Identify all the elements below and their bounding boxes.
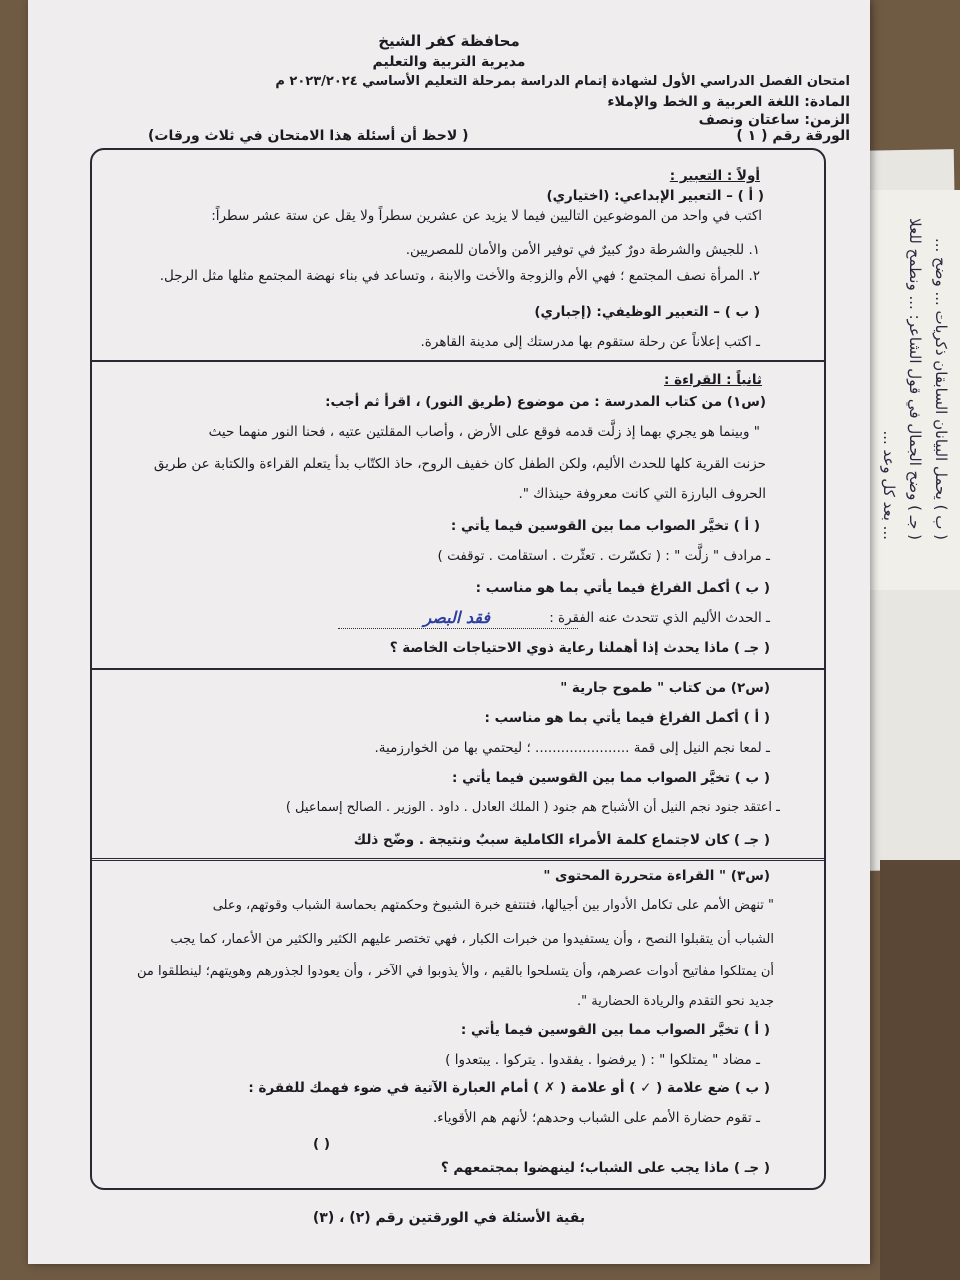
governorate: محافظة كفر الشيخ xyxy=(378,32,520,50)
divider-2 xyxy=(90,668,826,670)
q2-b1: ـ اعتقد جنود نجم النيل أن الأشباح هم جنود ( الملك العادل . داود . الوزير . الصالح إسماعيل ) xyxy=(285,800,780,815)
divider-3 xyxy=(90,858,826,861)
q1-b: ( ب ) أكمل الفراغ فيما يأتي بما هو مناسب : xyxy=(475,580,770,596)
q3-title: (س٣) " القراءة متحررة المحتوى " xyxy=(543,868,770,884)
q3-a1: ـ مضاد " يمتلكوا " : ( يرفضوا . يفقدوا . يتركوا . يبتعدوا ) xyxy=(445,1052,760,1068)
section1-a-instruction: اكتب في واحد من الموضوعين التاليين فيما لا يزيد عن عشرين سطراً ولا يقل عن ستة عشر سطراً: xyxy=(211,208,762,224)
q2-a: ( أ ) أكمل الفراغ فيما يأتي بما هو مناسب : xyxy=(484,710,770,726)
side-line-2: ( جـ ) وضح الجمال في قول الشاعر: ... ونطمح للعلا xyxy=(906,218,924,540)
time: الزمن: ساعتان ونصف xyxy=(698,112,850,128)
exam-title: امتحان الفصل الدراسي الأول لشهادة إتمام الدراسة بمرحلة التعليم الأساسي ٢٠٢٣/٢٠٢٤ م xyxy=(275,74,850,89)
q3-paragraph-1: " تنهض الأمم على تكامل الأدوار بين أجيالها، فتنتفع خبرة الشيوخ وحكمتهم بحماسة الشباب وقوتهم، وعلى xyxy=(212,898,774,913)
q1-a1: ـ مرادف " زلَّت " : ( تكسّرت . تعثّرت . استقامت . توقفت ) xyxy=(437,548,770,564)
q1-paragraph-3: الحروف البارزة التي كانت معروفة حينذاك ". xyxy=(518,486,766,502)
q3-b: ( ب ) ضع علامة ( ✓ ) أو علامة ( ✗ ) أمام العبارة الآتية في ضوء فهمك للفقرة : xyxy=(248,1080,770,1096)
q3-b1: ـ تقوم حضارة الأمم على الشباب وحدهم؛ لأنهم هم الأقوياء. xyxy=(433,1110,760,1126)
section1-title: أولاً : التعبير : xyxy=(669,168,760,184)
q1-b1-handwritten-answer: فقد البصر xyxy=(423,608,490,627)
section1-a-title: ( أ ) – التعبير الإبداعي: (اختياري) xyxy=(546,188,764,204)
exam-note: ( لاحظ أن أسئلة هذا الامتحان في ثلاث ورقات) xyxy=(148,128,469,144)
q3-paragraph-2: الشباب أن يتقبلوا النصح ، وأن يستفيدوا من خبرات الكبار ، فهي تختصر عليهم الكثير والكثير من الأعمار، كما يجب xyxy=(170,932,774,947)
q3-c: ( جـ ) ماذا يجب على الشباب؛ لينهضوا بمجتمعهم ؟ xyxy=(440,1160,770,1176)
background-dark xyxy=(880,860,960,1280)
q2-a1: ـ لمعا نجم النيل إلى قمة ...................... ؛ ليحتمي بها من الخوارزمية. xyxy=(374,740,770,756)
topic-1: ١. للجيش والشرطة دورٌ كبيرٌ في توفير الأمن والأمان للمصريين. xyxy=(405,242,760,258)
q3-paragraph-4: جديد نحو التقدم والريادة الحضارية ". xyxy=(576,994,774,1009)
footer-note: بقية الأسئلة في الورقتين رقم (٢) ، (٣) xyxy=(312,1210,586,1226)
q1-c: ( جـ ) ماذا يحدث إذا أهملنا رعاية ذوي الاحتياجات الخاصة ؟ xyxy=(389,640,770,656)
q3-a: ( أ ) تخيَّر الصواب مما بين القوسين فيما يأتي : xyxy=(460,1022,770,1038)
q1-title: (س١) من كتاب المدرسة : من موضوع (طريق النور) ، اقرأ ثم أجب: xyxy=(325,394,766,410)
q3-b1-answer-box: ( ) xyxy=(312,1136,330,1152)
side-line-3: ... بعد كل وعد ... xyxy=(880,430,898,540)
section2-title: ثانياً : القراءة : xyxy=(664,372,762,388)
side-exam-sheet xyxy=(862,190,960,590)
q1-paragraph-2: حزنت القرية كلها للحدث الأليم، ولكن الطفل كان خفيف الروح، حاذ الكتّاب بدأ يتعلم القراءة والكتابة عن طريق xyxy=(153,456,766,472)
sheet-number: الورقة رقم ( ١ ) xyxy=(736,128,850,144)
q1-b1: ـ الحدث الأليم الذي تتحدث عنه الفقرة : xyxy=(549,610,770,626)
q1-a: ( أ ) تخيَّر الصواب مما بين القوسين فيما يأتي : xyxy=(450,518,760,534)
divider-1 xyxy=(90,360,826,362)
section1-b-task: ـ اكتب إعلاناً عن رحلة ستقوم بها مدرستك إلى مدينة القاهرة. xyxy=(420,334,760,350)
subject: المادة: اللغة العربية و الخط والإملاء xyxy=(607,94,850,110)
q3-paragraph-3: أن يمتلكوا مفاتيح أدوات عصرهم، وأن يتسلحوا بالقيم ، والأ يذوبوا في الآخر ، وأن يعودوا لجذورهم وهويتهم؛ لينطلقوا من xyxy=(136,964,774,979)
q2-c: ( جـ ) كان لاجتماع كلمة الأمراء الكاملية سببٌ ونتيجة . وضّح ذلك xyxy=(353,832,770,848)
q1-paragraph-1: " وبينما هو يجري بهما إذ زلَّت قدمه فوقع على الأرض ، وأصاب المقلتين عتيه ، فحنا النور منهما حيث xyxy=(208,424,760,440)
q2-b: ( ب ) تخيَّر الصواب مما بين القوسين فيما يأتي : xyxy=(451,770,770,786)
answer-line xyxy=(338,628,578,629)
topic-2: ٢. المرأة نصف المجتمع ؛ فهي الأم والزوجة والأخت والابنة ، وتساعد في بناء نهضة المجتمع مثلها مثل الرجل. xyxy=(159,268,760,284)
exam-paper xyxy=(28,0,870,1264)
section1-b-title: ( ب ) – التعبير الوظيفي: (إجباري) xyxy=(534,304,760,320)
side-line-1: ( ب ) يحمل البيانان السابقان ذكريات ... وضح ... xyxy=(932,237,950,540)
directorate: مديرية التربية والتعليم xyxy=(372,54,526,70)
q2-title: (س٢) من كتاب " طموح جارية " xyxy=(560,680,770,696)
